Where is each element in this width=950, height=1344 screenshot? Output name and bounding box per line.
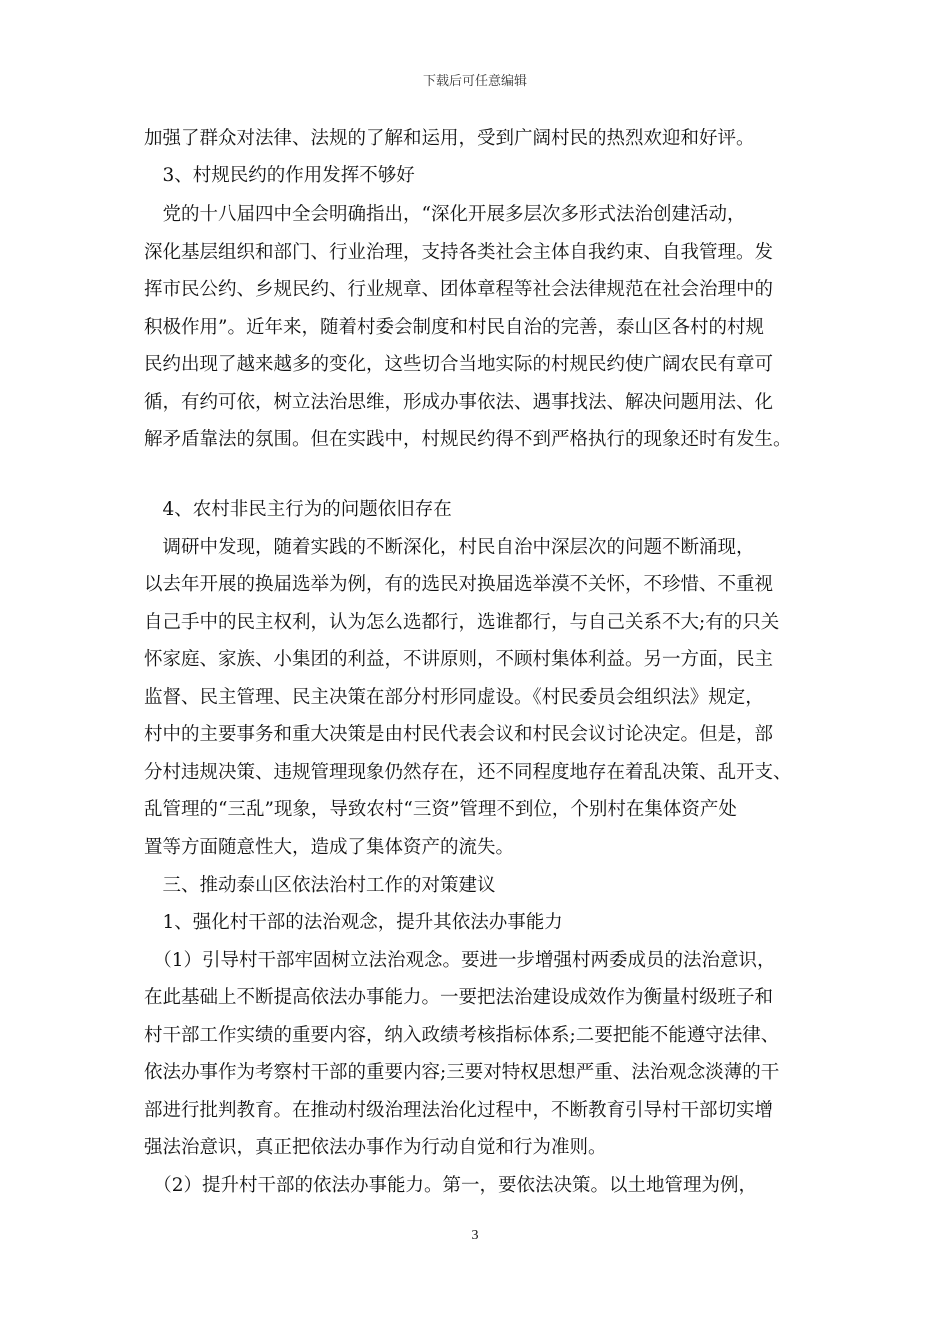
- text-line: 分村违规决策、违规管理现象仍然存在，还不同程度地存在着乱决策、乱开支、: [144, 762, 792, 783]
- text-line: 挥市民公约、乡规民约、行业规章、团体章程等社会法律规范在社会治理中的: [144, 279, 774, 300]
- text-line: 置等方面随意性大，造成了集体资产的流失。: [144, 837, 515, 858]
- text-line: 以去年开展的换届选举为例，有的选民对换届选举漠不关怀，不珍惜、不重视: [144, 574, 774, 595]
- text-line: 在此基础上不断提高依法办事能力。一要把法治建设成效作为衡量村级班子和: [144, 987, 774, 1008]
- text-line: 村干部工作实绩的重要内容，纳入政绩考核指标体系;二要把能不能遵守法律、: [144, 1025, 780, 1046]
- page-header: 下载后可任意编辑: [422, 74, 527, 89]
- section-heading: 1、强化村干部的法治观念，提升其依法办事能力: [144, 912, 563, 933]
- section-heading: 三、推动泰山区依法治村工作的对策建议: [144, 875, 496, 896]
- page-number: 3: [471, 1228, 479, 1243]
- text-line: 依法办事作为考察村干部的重要内容;三要对特权思想严重、法治观念淡薄的干: [144, 1062, 780, 1083]
- text-line: 村中的主要事务和重大决策是由村民代表会议和村民会议讨论决定。但是，部: [144, 724, 774, 745]
- text-line: 部进行批判教育。在推动村级治理法治化过程中，不断教育引导村干部切实增: [144, 1100, 774, 1121]
- text-line: 怀家庭、家族、小集团的利益，不讲原则，不顾村集体利益。另一方面，民主: [144, 649, 774, 670]
- text-line: 强法治意识，真正把依法办事作为行动自觉和行为准则。: [144, 1137, 607, 1158]
- text-line: 乱管理的“三乱”现象，导致农村“三资”管理不到位，个别村在集体资产处: [144, 799, 737, 820]
- text-line: 积极作用”。近年来，随着村委会制度和村民自治的完善，泰山区各村的村规: [144, 317, 764, 338]
- text-line: 民约出现了越来越多的变化，这些切合当地实际的村规民约使广阔农民有章可: [144, 354, 774, 375]
- text-line: 调研中发现，随着实践的不断深化，村民自治中深层次的问题不断涌现，: [144, 537, 755, 558]
- section-heading: 4、农村非民主行为的问题依旧存在: [144, 499, 452, 520]
- text-line: 深化基层组织和部门、行业治理，支持各类社会主体自我约束、自我管理。发: [144, 242, 774, 263]
- text-line: （1）引导村干部牢固树立法治观念。要进一步增强村两委成员的法治意识，: [144, 950, 776, 971]
- text-line: 党的十八届四中全会明确指出，“深化开展多层次多形式法治创建活动，: [144, 204, 746, 225]
- text-line: 自己手中的民主权利，认为怎么选都行，选谁都行，与自己关系不大;有的只关: [144, 612, 780, 633]
- text-line: 循，有约可依，树立法治思维，形成办事依法、遇事找法、解决问题用法、化: [144, 392, 774, 413]
- text-line: 加强了群众对法律、法规的了解和运用，受到广阔村民的热烈欢迎和好评。: [144, 128, 755, 149]
- text-line: 解矛盾靠法的氛围。但在实践中，村规民约得不到严格执行的现象还时有发生。: [144, 429, 792, 450]
- text-line: （2）提升村干部的依法办事能力。第一，要依法决策。以土地管理为例，: [144, 1175, 758, 1196]
- text-line: 监督、民主管理、民主决策在部分村形同虚设。《村民委员会组织法》规定，: [144, 687, 764, 708]
- section-heading: 3、村规民约的作用发挥不够好: [144, 165, 415, 186]
